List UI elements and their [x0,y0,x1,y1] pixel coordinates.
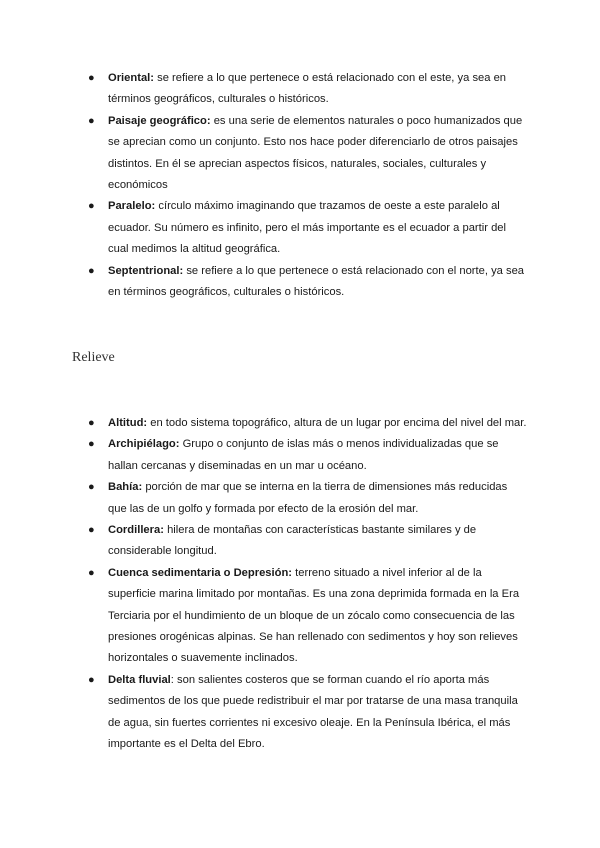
definition-item-oriental [88,68,528,111]
definition-term: Altitud: [108,417,148,429]
definition-text: se refiere a lo que pertenece o está relacionado con el norte, ya sea en términos geográficos, culturales o históricos. [108,264,525,299]
definition-term: Bahía: [108,481,143,494]
definition-item-septentrional [88,261,528,304]
definition-term: Paralelo: [108,200,156,213]
definition-item-paisaje-geografico [88,111,528,197]
bullet-icon: ● [88,417,95,429]
definition-text: en todo sistema topográfico, altura de un lugar por encima del nivel del mar. [150,417,527,429]
definition-text: porción de mar que se interna en la tierra de dimensiones más reducidas que las de un golfo y formada por efecto de la erosión del mar. [108,481,508,515]
bullet-icon: ● [88,200,95,213]
definition-term: Septentrional: [108,264,184,277]
section-heading-relieve: Relieve [72,350,115,365]
definition-term: Cuenca sedimentaria o Depresión: [108,566,293,579]
definition-term: Cordillera: [108,524,164,537]
bullet-icon: ● [88,673,95,686]
bullet-icon: ● [88,438,95,451]
bullet-icon: ● [88,264,95,277]
definition-text: terreno situado a nivel inferior al de la superficie marina limitado por montañas. Es una zona deprimida formada en la Era Terciaria por el hundimiento de un bloque de un zócalo como consecuencia de las presiones orogénicas alpinas. Se han rellenado con sedimentos y hoy son relieves horizontales o suavemente inclinados. [108,566,520,665]
definition-item-archipielago [88,434,528,477]
bullet-icon: ● [88,114,95,127]
definition-item-paralelo [88,196,528,260]
definition-text: círculo máximo imaginando que trazamos de oeste a este paralelo al ecuador. Su número es infinito, pero el más importante es el ecuador a partir del cual medimos la altitud geográfica. [108,200,506,256]
definition-item-altitud [88,413,528,434]
bullet-icon: ● [88,481,95,494]
definition-item-cuenca-sedimentaria [88,563,528,670]
definition-term: Paisaje geográfico: [108,114,211,127]
definition-text: : son salientes costeros que se forman cuando el río aporta más sedimentos de los que puede redistribuir el mar por tratarse de una masa tranquila de agua, sin fuertes corrientes ni excesivo oleaje. En la Península Ibérica, el más importante es el Delta del Ebro. [108,673,518,751]
definition-term: Archipiélago: [108,438,180,451]
bullet-icon: ● [88,566,95,579]
bullet-icon: ● [88,72,95,84]
definition-item-bahia [88,477,528,520]
definitions-list-relieve [88,413,528,756]
bullet-icon: ● [88,524,95,537]
definition-item-delta-fluvial [88,670,528,756]
definition-text: Grupo o conjunto de islas más o menos individualizadas que se hallan cercanas y diseminadas en un mar u océano. [108,438,499,472]
definition-text: hilera de montañas con características bastante similares y de considerable longitud. [108,524,477,558]
definition-term: Oriental: [108,72,155,84]
definitions-list-top [88,68,528,303]
definition-text: se refiere a lo que pertenece o está relacionado con el este, ya sea en términos geográficos, culturales o históricos. [108,72,507,106]
definition-item-cordillera [88,520,528,563]
definition-text: es una serie de elementos naturales o poco humanizados que se aprecian como un conjunto. Esto nos hace poder diferenciarlo de otros paisajes distintos. En él se aprecian aspectos físicos, naturales, sociales, culturales y económicos [108,114,523,192]
definition-term: Delta fluvial [108,673,171,686]
